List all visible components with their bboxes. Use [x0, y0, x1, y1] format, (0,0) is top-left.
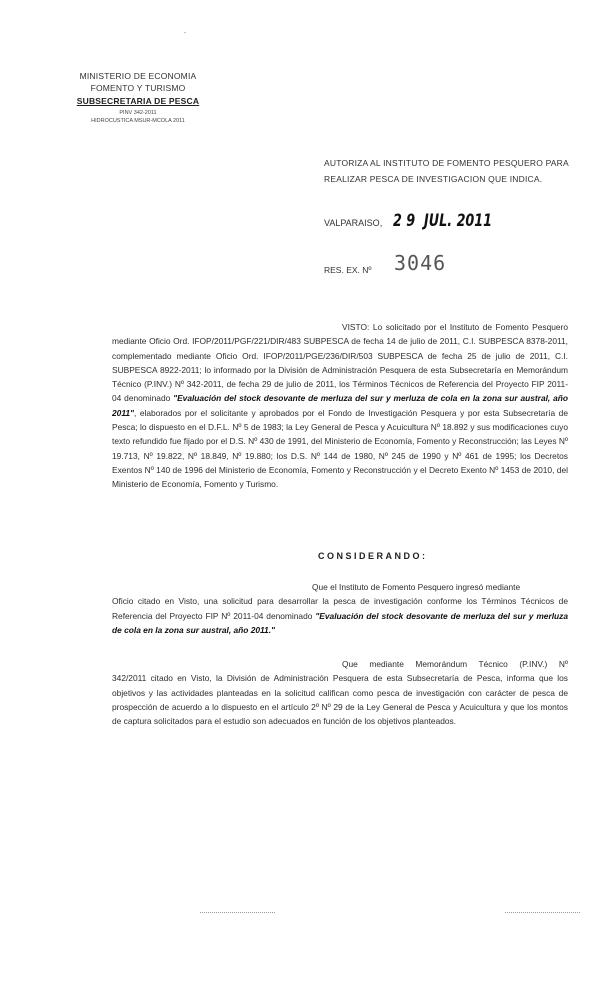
ministry-line-1: MINISTERIO DE ECONOMIA — [79, 71, 197, 81]
ministry-header — [68, 71, 208, 124]
considerando-2-text: 342/2011 citado en Visto, la División de Administración Pesquera de esta Subsecretaría de Pesca, informa que los objetivos y las actividades planteadas en la solicitud califican como pesca de investigación con carácter de pesca de prospección de acuerdo a lo dispuesto en el artículo 2º Nº 29 de la Ley General de Pesca y Acuicultura y que los montos de captura solicitados para el estudio son adecuados en función de los objetivos planteados. — [112, 673, 568, 727]
considerando-1-lead: Que el Instituto de Fomento Pesquero ingresó mediante — [312, 582, 521, 592]
visto-text-1: Lo solicitado por el Instituto de Fomento Pesquero mediante Oficio Ord. IFOP/2011/PGF/221/DIR/483 SUBPESCA de fecha 14 de julio de 2011, C.I. SUBPESCA 8378-2011, complementado mediante Oficio Ord. IFOP/2011/PGE/236/DIR/503 SUBPESCA de fecha 25 de julio de 2011, C.I. SUBPESCA 8922-2011; lo informado por la División de Administración Pesquera de esta Subsecretaría en Memorándum Técnico (P.INV.) Nº 342-2011, de fecha 29 de julio de 2011, los Términos Técnicos de Referencia del Proyecto FIP 2011-04 denominado — [112, 322, 568, 404]
bottom-scan-mark-right — [505, 912, 580, 913]
considerando-paragraph-1 — [112, 580, 568, 637]
considerando-1-text: Oficio citado en Visto, una solicitud para desarrollar la pesca de investigación conforme los Términos Técnicos de Referencia del Proyecto FIP Nº 2011-04 denominado — [112, 596, 568, 621]
subject-line-2: REALIZAR PESCA DE INVESTIGACION QUE INDICA. — [324, 174, 543, 184]
considerando-heading: CONSIDERANDO: — [318, 551, 428, 561]
bottom-scan-mark-left — [200, 912, 275, 913]
considerando-1-project-title: "Evaluación del stock desovante de merluza del sur y merluza de cola en la zona sur austral, año 2011." — [112, 610, 569, 635]
ministry-line-2: FOMENTO Y TURISMO — [90, 83, 186, 93]
reference-code-2: HIDROCUSTICA MSUR-MCOLA 2011 — [91, 118, 185, 124]
subject-block — [324, 155, 594, 187]
scan-mark: - — [184, 30, 187, 37]
considerando-paragraph-2 — [112, 657, 568, 728]
reference-code-1: PINV 342-2011 — [119, 110, 157, 116]
resolution-number: 3046 — [394, 251, 447, 275]
resolution-label: RES. EX. Nº — [324, 265, 372, 275]
handwritten-date: 2 9 JUL. 2011 — [393, 211, 493, 231]
visto-project-title: "Evaluación del stock desovante de merluza del sur y merluza de cola en la zona sur austral, año 2011" — [112, 393, 568, 418]
subsecretaria-title: SUBSECRETARIA DE PESCA — [76, 96, 200, 106]
visto-text-2: , elaborados por el solicitante y aprobados por el Fondo de Investigación Pesquera y por esta Subsecretaría de Pesca; lo dispuesto en el D.F.L. Nº 5 de 1983; la Ley General de Pesca y Acuicultura Nº 18.892 y sus modificaciones cuyo texto refundido fue fijado por el D.S. Nº 430 de 1991, del Ministerio de Economía, Fomento y Reconstrucción; las Leyes Nº 19.713, Nº 19.822, Nº 18.849, Nº 19.880; los D.S. Nº 144 de 1980, Nº 245 de 1990 y Nº 461 de 1995; los Decretos Exentos Nº 140 de 1996 del Ministerio de Economía, Fomento y Reconstrucción y el Decreto Exento Nº 1453 de 2010, del Ministerio de Economía, Fomento y Turismo. — [112, 407, 568, 490]
visto-label: VISTO: — [342, 322, 370, 332]
place-label: VALPARAISO, — [324, 218, 383, 228]
considerando-2-lead: Que mediante Memorándum Técnico (P.INV.) Nº — [342, 659, 568, 669]
subject-line-1: AUTORIZA AL INSTITUTO DE FOMENTO PESQUERO PARA — [324, 158, 569, 168]
visto-paragraph — [112, 320, 568, 492]
